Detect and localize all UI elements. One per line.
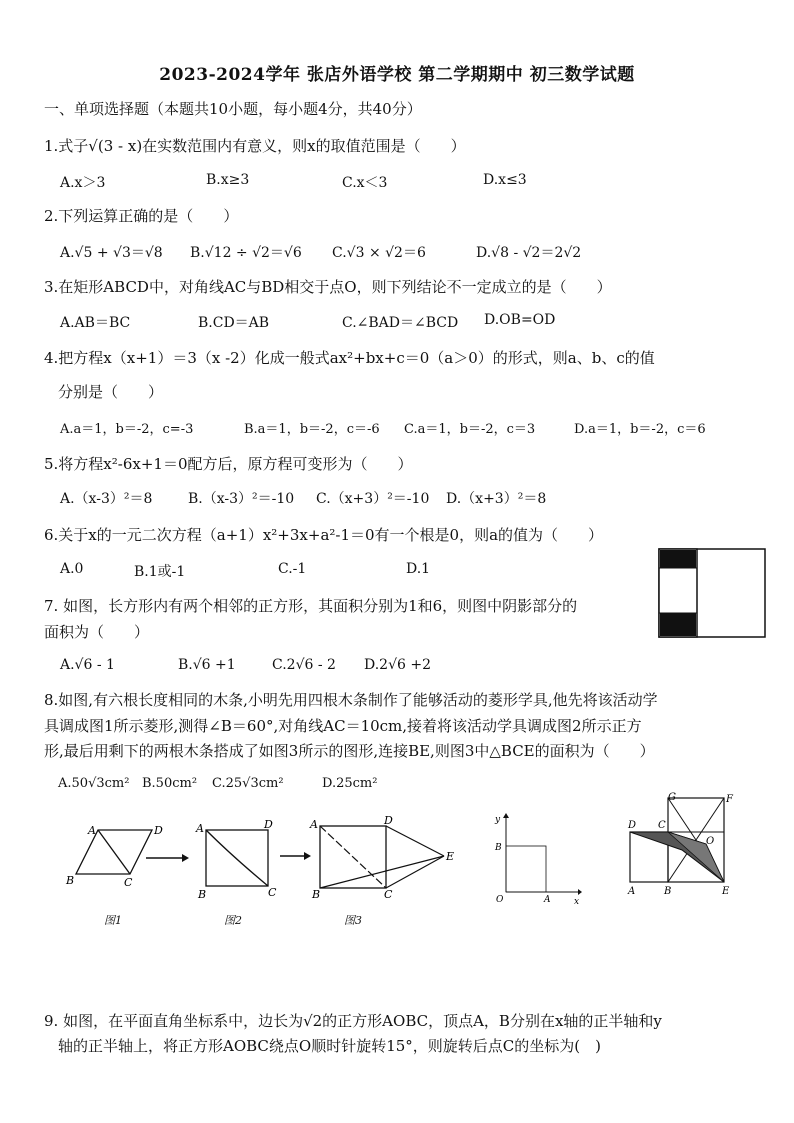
fig-right-label-d: D bbox=[628, 820, 637, 831]
q2-option-b: B.√12 ÷ √2＝√6 bbox=[190, 245, 302, 261]
q5-option-b: B.（x-3）²＝-10 bbox=[188, 491, 295, 507]
q8-option-d: D.25cm² bbox=[322, 776, 378, 791]
q5-option-d: D.（x+3）²＝8 bbox=[446, 491, 547, 507]
q3-option-d: D.OB=OD bbox=[484, 312, 556, 328]
fig3-label-e: E bbox=[446, 850, 455, 863]
question-8-line-1: 8.如图,有六根长度相同的木条,小明先用四根木条制作了能够活动的菱形学具,他先将该活动学 bbox=[44, 691, 658, 709]
q4-option-c: C.a＝1，b＝-2，c＝3 bbox=[404, 422, 536, 437]
q7-option-d: D.2√6 +2 bbox=[364, 657, 431, 673]
question-4-stem: 4.把方程x（x+1）＝3（x -2）化成一般式ax²+bx+c＝0（a＞0）的形式，则a、b、c的值 bbox=[44, 349, 655, 367]
axis-label-y: y bbox=[495, 815, 501, 825]
fig-right-label-a: A bbox=[628, 886, 636, 897]
q1-option-d: D.x≤3 bbox=[483, 172, 527, 188]
q1-option-b: B.x≥3 bbox=[206, 172, 250, 188]
fig1-label-d: D bbox=[154, 824, 163, 837]
q1-option-c: C.x＜3 bbox=[342, 175, 388, 191]
fig3-label-c: C bbox=[384, 888, 393, 900]
coordinate-plane-figure bbox=[486, 812, 582, 906]
fig-right-label-g: G bbox=[668, 792, 676, 803]
q2-option-d: D.√8 - √2＝2√2 bbox=[476, 245, 582, 261]
fig2-label-b: B bbox=[198, 888, 207, 898]
q5-option-a: A.（x-3）²＝8 bbox=[60, 491, 153, 507]
question-9-line-2: 轴的正半轴上，将正方形AOBC绕点O顺时针旋转15°，则旋转后点C的坐标为( ) bbox=[58, 1037, 601, 1055]
q4-option-a: A.a＝1，b＝-2，c=-3 bbox=[60, 422, 194, 437]
q2-option-a: A.√5 + √3＝√8 bbox=[60, 245, 163, 261]
figure-3-caption: 图3 bbox=[344, 914, 362, 927]
axis-label-o: O bbox=[496, 895, 504, 905]
question-5-stem: 5.将方程x²-6x+1＝0配方后，原方程可变形为（ ） bbox=[44, 455, 413, 473]
q8-option-b: B.50cm² bbox=[142, 776, 198, 791]
q8-option-c: C.25√3cm² bbox=[212, 776, 284, 791]
question-3-stem: 3.在矩形ABCD中，对角线AC与BD相交于点O，则下列结论不一定成立的是（ ） bbox=[44, 278, 612, 296]
axis-label-a: A bbox=[544, 895, 551, 905]
question-6-stem: 6.关于x的一元二次方程（a+1）x²+3x+a²-1＝0有一个根是0，则a的值为（ ） bbox=[44, 526, 604, 544]
fig2-label-a: A bbox=[196, 822, 204, 835]
q1-option-a: A.x＞3 bbox=[60, 175, 106, 191]
fig1-label-a: A bbox=[88, 824, 96, 837]
q7-option-a: A.√6 - 1 bbox=[60, 657, 115, 673]
question-9-line-1: 9. 如图，在平面直角坐标系中，边长为√2的正方形AOBC，顶点A，B分别在x轴的正半轴和y bbox=[44, 1012, 662, 1030]
fig-right-label-c: C bbox=[658, 820, 666, 831]
q7-option-c: C.2√6 - 2 bbox=[272, 657, 336, 673]
fig1-label-b: B bbox=[66, 874, 75, 887]
fig2-label-d: D bbox=[264, 818, 273, 831]
fig3-label-d: D bbox=[384, 814, 393, 827]
question-8-line-3: 形,最后用剩下的两根木条搭成了如图3所示的图形,连接BE,则图3中△BCE的面积为（ ） bbox=[44, 742, 655, 760]
question-2-stem: 2.下列运算正确的是（ ） bbox=[44, 207, 239, 225]
fig1-label-c: C bbox=[124, 876, 133, 889]
fig-right-label-f: F bbox=[726, 794, 733, 805]
question-7-stem: 7. 如图，长方形内有两个相邻的正方形，其面积分别为1和6，则图中阴影部分的 bbox=[44, 597, 578, 615]
q4-option-b: B.a＝1，b＝-2，c＝-6 bbox=[244, 422, 380, 437]
figure-2-square bbox=[192, 818, 282, 898]
figure-3-square-triangle bbox=[308, 814, 458, 900]
q5-option-c: C.（x+3）²＝-10 bbox=[316, 491, 430, 507]
question-7-stem-cont: 面积为（ ） bbox=[44, 623, 150, 641]
fig-right-label-e: E bbox=[722, 886, 730, 897]
q4-option-d: D.a＝1，b＝-2，c＝6 bbox=[574, 422, 706, 437]
q3-option-c: C.∠BAD＝∠BCD bbox=[342, 315, 459, 331]
fig-right-label-o: O bbox=[706, 836, 715, 847]
question-1-stem: 1.式子√(3 - x)在实数范围内有意义，则x的取值范围是（ ） bbox=[44, 137, 466, 155]
q7-option-b: B.√6 +1 bbox=[178, 657, 236, 673]
question-8-line-2: 具调成图1所示菱形,测得∠B＝60°,对角线AC＝10cm,接着将该活动学具调成图2所示正方 bbox=[44, 717, 642, 735]
fig2-label-c: C bbox=[268, 886, 277, 898]
fig-right-label-b: B bbox=[664, 886, 672, 897]
question-4-stem-cont: 分别是（ ） bbox=[58, 383, 164, 401]
q6-option-c: C.-1 bbox=[278, 561, 307, 577]
fig3-label-b: B bbox=[312, 888, 321, 900]
page-title: 2023-2024学年 张店外语学校 第二学期期中 初三数学试题 bbox=[159, 65, 635, 85]
figure-2-caption: 图2 bbox=[224, 914, 242, 927]
q6-option-b: B.1或-1 bbox=[134, 564, 186, 580]
arrow-right-icon bbox=[144, 850, 190, 866]
fig3-label-a: A bbox=[310, 818, 318, 831]
figure-1-caption: 图1 bbox=[104, 914, 122, 927]
q2-option-c: C.√3 × √2＝6 bbox=[332, 245, 426, 261]
q8-option-a: A.50√3cm² bbox=[58, 776, 130, 791]
arrow-right-icon bbox=[278, 848, 312, 864]
q6-option-d: D.1 bbox=[406, 561, 431, 577]
q6-option-a: A.0 bbox=[60, 561, 84, 577]
axis-label-x: x bbox=[574, 897, 580, 906]
q3-option-b: B.CD＝AB bbox=[198, 315, 270, 331]
section-heading: 一、单项选择题（本题共10小题，每小题4分，共40分） bbox=[44, 100, 422, 118]
rectangle-squares-figure bbox=[658, 548, 766, 638]
axis-label-b: B bbox=[495, 843, 502, 853]
figure-squares-shaded bbox=[622, 790, 742, 898]
q3-option-a: A.AB＝BC bbox=[60, 315, 131, 331]
